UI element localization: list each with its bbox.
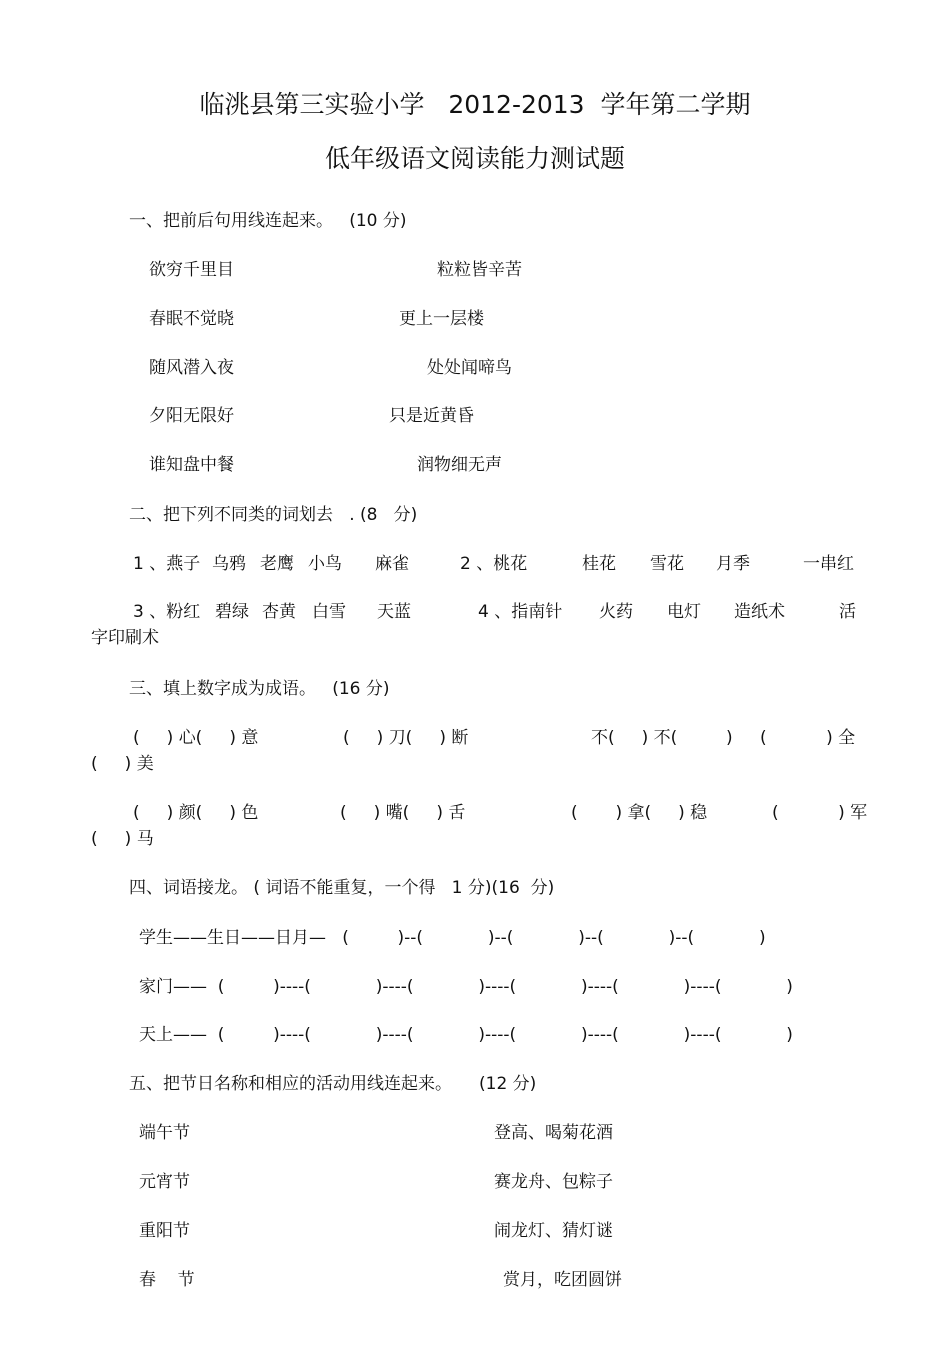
s2-word: 老鹰 <box>260 554 294 574</box>
idiom-blank: 不( ) 不( ) <box>591 728 733 748</box>
idiom-blank: ( ) 拿( ) 稳 <box>571 803 708 823</box>
s1-right-item: 润物细无声 <box>417 455 502 475</box>
section5-heading: 五、把节日名称和相应的活动用线连起来。 (12 分) <box>129 1074 537 1094</box>
section1-heading: 一、把前后句用线连起来。 (10 分) <box>129 211 407 231</box>
s1-left-item: 谁知盘中餐 <box>149 455 234 475</box>
section2-heading: 二、把下列不同类的词划去 . (8 分) <box>129 505 418 525</box>
idiom-blank: ( ) 刀( ) 断 <box>343 728 469 748</box>
s1-right-item: 粒粒皆辛苦 <box>437 260 522 280</box>
s1-right-item: 更上一层楼 <box>399 309 484 329</box>
s2-word: 电灯 <box>667 602 701 622</box>
s2-word: 4 、指南针 <box>478 602 563 622</box>
idiom-blank-continued: ( ) 马 <box>91 829 154 849</box>
s2-word: 麻雀 <box>375 554 409 574</box>
s2-word: 3 、粉红 <box>133 602 201 622</box>
s2-word: 雪花 <box>650 554 684 574</box>
s1-left-item: 随风潜入夜 <box>149 358 234 378</box>
s1-left-item: 夕阳无限好 <box>149 406 234 426</box>
idiom-blank: ( ) 嘴( ) 舌 <box>340 803 466 823</box>
festival-name: 重阳节 <box>139 1221 190 1241</box>
s2-word: 1 、燕子 <box>133 554 201 574</box>
s2-word: 2 、桃花 <box>460 554 528 574</box>
s2-word: 桂花 <box>582 554 616 574</box>
s2-word: 乌鸦 <box>212 554 246 574</box>
s2-word: 造纸术 <box>734 602 785 622</box>
idiom-blank-continued: ( ) 美 <box>91 754 154 774</box>
s2-word: 火药 <box>599 602 633 622</box>
festival-activity: 赏月，吃团圆饼 <box>503 1270 622 1290</box>
page-title-line1: 临洮县第三实验小学 2012-2013 学年第二学期 <box>199 90 751 119</box>
section3-heading: 三、填上数字成为成语。 (16 分) <box>129 679 390 699</box>
s2-word: 碧绿 <box>215 602 249 622</box>
festival-name: 端午节 <box>139 1123 190 1143</box>
s2-word: 月季 <box>716 554 750 574</box>
s2-word-continued: 字印刷术 <box>91 628 159 648</box>
s2-word: 一串红 <box>803 554 854 574</box>
section4-heading: 四、词语接龙。 ( 词语不能重复，一个得 1 分)(16 分) <box>129 878 555 898</box>
s2-word: 活 <box>839 602 856 622</box>
idiom-blank: ( ) 心( ) 意 <box>133 728 259 748</box>
s2-word: 杏黄 <box>262 602 296 622</box>
s1-left-item: 欲穷千里目 <box>149 260 234 280</box>
s1-left-item: 春眠不觉晓 <box>149 309 234 329</box>
idiom-blank: ( ) 军 <box>772 803 868 823</box>
s2-word: 小鸟 <box>308 554 342 574</box>
idiom-blank: ( ) 全 <box>760 728 856 748</box>
festival-activity: 登高、喝菊花酒 <box>494 1123 613 1143</box>
word-chain-row: 学生——生日——日月— ( )--( )--( )--( )--( ) <box>139 928 766 948</box>
s2-word: 白雪 <box>312 602 346 622</box>
festival-activity: 赛龙舟、包粽子 <box>494 1172 613 1192</box>
festival-name: 元宵节 <box>139 1172 190 1192</box>
page-title-line2: 低年级语文阅读能力测试题 <box>324 144 625 173</box>
word-chain-row: 天上—— ( )----( )----( )----( )----( )----( ) <box>139 1025 793 1045</box>
word-chain-row: 家门—— ( )----( )----( )----( )----( )----( ) <box>139 977 793 997</box>
s1-right-item: 只是近黄昏 <box>389 406 474 426</box>
idiom-blank: ( ) 颜( ) 色 <box>133 803 259 823</box>
s1-right-item: 处处闻啼鸟 <box>427 358 512 378</box>
s2-word: 天蓝 <box>377 602 411 622</box>
festival-activity: 闹龙灯、猜灯谜 <box>494 1221 613 1241</box>
festival-name: 春 节 <box>139 1270 195 1290</box>
